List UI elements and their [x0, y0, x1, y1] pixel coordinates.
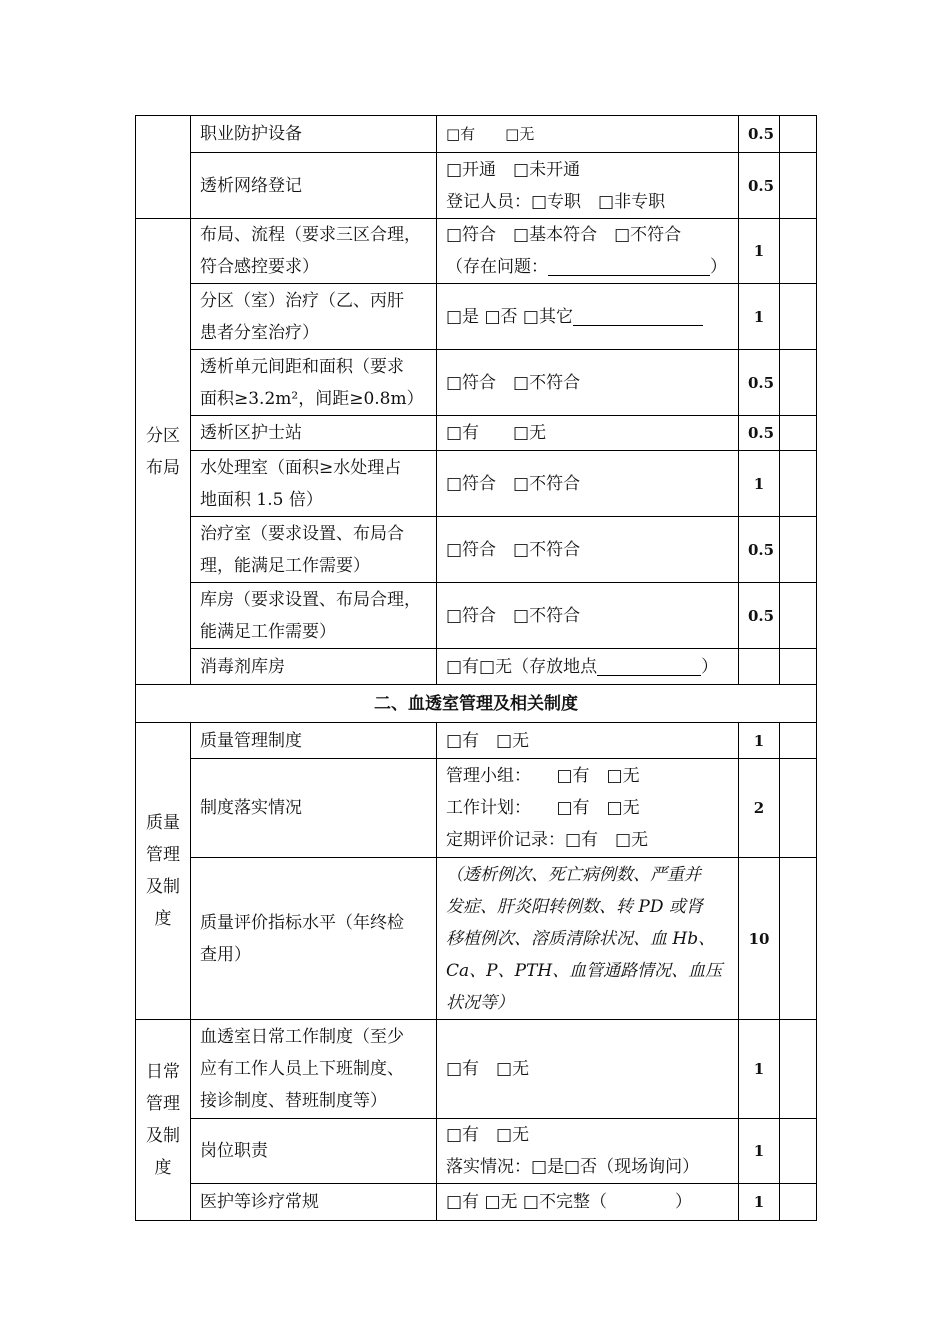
- score-cell: 0.5: [739, 517, 780, 583]
- item-cell: 分区（室）治疗（乙、丙肝 患者分室治疗）: [191, 284, 437, 350]
- result-cell: [780, 416, 817, 451]
- options-cell: □符合 □不符合: [437, 517, 739, 583]
- options-cell: □有 □无: [437, 723, 739, 759]
- item-cell: 岗位职责: [191, 1119, 437, 1184]
- item-cell: 医护等诊疗常规: [191, 1184, 437, 1221]
- score-cell: 1: [739, 1020, 780, 1119]
- category-quality: 质量 管理 及制 度: [136, 723, 191, 1020]
- result-cell: [780, 219, 817, 284]
- table-row: [136, 284, 817, 350]
- result-cell: [780, 583, 817, 649]
- score-cell: 0.5: [739, 153, 780, 219]
- table-row: [136, 649, 817, 685]
- score-cell: 0.5: [739, 416, 780, 451]
- item-cell: 库房（要求设置、布局合理， 能满足工作需要）: [191, 583, 437, 649]
- result-cell: [780, 1184, 817, 1221]
- result-cell: [780, 116, 817, 153]
- result-cell: [780, 1020, 817, 1119]
- item-cell: 透析区护士站: [191, 416, 437, 451]
- item-cell: 职业防护设备: [191, 116, 437, 153]
- item-cell: 透析网络登记: [191, 153, 437, 219]
- options-cell: □是 □否 □其它: [437, 284, 739, 350]
- table-row: [136, 116, 817, 153]
- result-cell: [780, 858, 817, 1020]
- fill-blank[interactable]: [573, 305, 703, 326]
- score-cell: 0.5: [739, 583, 780, 649]
- item-cell: 血透室日常工作制度（至少 应有工作人员上下班制度、 接诊制度、替班制度等）: [191, 1020, 437, 1119]
- table-row: [136, 1119, 817, 1184]
- item-cell: 治疗室（要求设置、布局合 理，能满足工作需要）: [191, 517, 437, 583]
- result-cell: [780, 759, 817, 858]
- table-row: [136, 517, 817, 583]
- score-cell: 0.5: [739, 116, 780, 153]
- result-cell: [780, 350, 817, 416]
- score-cell: 1: [739, 284, 780, 350]
- table-row: [136, 219, 817, 284]
- item-cell: 制度落实情况: [191, 759, 437, 858]
- table-row: [136, 416, 817, 451]
- options-cell: □开通 □未开通 登记人员：□专职 □非专职: [437, 153, 739, 219]
- table-row: [136, 1184, 817, 1221]
- result-cell: [780, 1119, 817, 1184]
- score-cell: 0.5: [739, 350, 780, 416]
- options-cell: □符合 □不符合: [437, 583, 739, 649]
- score-cell: 1: [739, 219, 780, 284]
- table-row: [136, 350, 817, 416]
- options-cell: （透析例次、死亡病例数、严重并 发症、肝炎阳转例数、转 PD 或肾 移植例次、溶质清除状况、血 Hb、 Ca、P、PTH、血管通路情况、血压 状况等）: [437, 858, 739, 1020]
- section-heading-row: [136, 685, 817, 723]
- fill-blank[interactable]: [548, 255, 710, 276]
- item-cell: 水处理室（面积≥水处理占 地面积 1.5 倍）: [191, 451, 437, 517]
- options-cell: □有 □无 落实情况：□是□否（现场询问）: [437, 1119, 739, 1184]
- options-cell: 管理小组： □有 □无 工作计划： □有 □无 定期评价记录：□有 □无: [437, 759, 739, 858]
- item-cell: 布局、流程（要求三区合理， 符合感控要求）: [191, 219, 437, 284]
- table-row: [136, 858, 817, 1020]
- item-cell: 质量管理制度: [191, 723, 437, 759]
- table-row: [136, 583, 817, 649]
- item-cell: 透析单元间距和面积（要求 面积≥3.2m²，间距≥0.8m）: [191, 350, 437, 416]
- options-cell: □有 □无: [437, 416, 739, 451]
- score-cell: 2: [739, 759, 780, 858]
- score-cell: 1: [739, 723, 780, 759]
- options-cell: □符合 □不符合: [437, 451, 739, 517]
- score-cell: 1: [739, 1184, 780, 1221]
- inspection-table: [135, 115, 817, 1221]
- options-cell: □有 □无 □不完整（ ）: [437, 1184, 739, 1221]
- table-row: [136, 1020, 817, 1119]
- table-row: [136, 153, 817, 219]
- category-cell: [136, 116, 191, 219]
- options-cell: □符合 □不符合: [437, 350, 739, 416]
- options-cell: □有 □无: [437, 1020, 739, 1119]
- table-row: [136, 759, 817, 858]
- options-cell: □符合 □基本符合 □不符合 （存在问题： ）: [437, 219, 739, 284]
- score-cell: [739, 649, 780, 685]
- options-cell: □有 □无: [437, 116, 739, 153]
- score-cell: 1: [739, 451, 780, 517]
- result-cell: [780, 451, 817, 517]
- result-cell: [780, 284, 817, 350]
- score-cell: 1: [739, 1119, 780, 1184]
- result-cell: [780, 649, 817, 685]
- category-daily: 日常 管理 及制 度: [136, 1020, 191, 1221]
- section-heading: 二、血透室管理及相关制度: [136, 685, 817, 723]
- options-cell: □有□无（存放地点 ）: [437, 649, 739, 685]
- fill-blank[interactable]: [597, 655, 701, 676]
- result-cell: [780, 153, 817, 219]
- item-cell: 质量评价指标水平（年终检 查用）: [191, 858, 437, 1020]
- category-layout: 分区 布局: [136, 219, 191, 685]
- table-row: [136, 723, 817, 759]
- table-row: [136, 451, 817, 517]
- score-cell: 10: [739, 858, 780, 1020]
- result-cell: [780, 517, 817, 583]
- result-cell: [780, 723, 817, 759]
- item-cell: 消毒剂库房: [191, 649, 437, 685]
